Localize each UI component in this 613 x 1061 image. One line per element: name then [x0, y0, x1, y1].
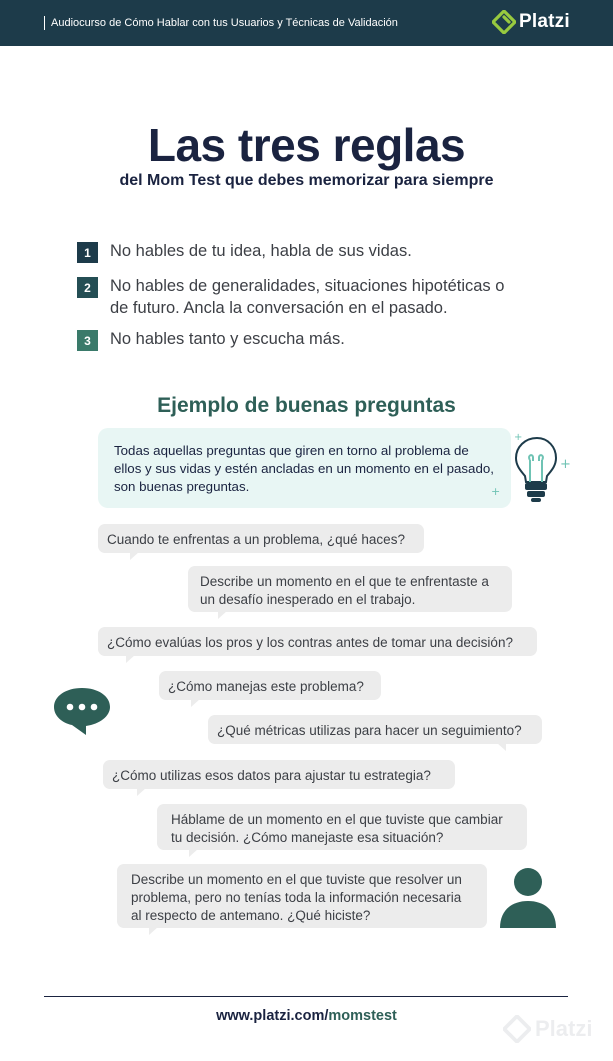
- rule-text: No hables de generalidades, situaciones hipotéticas o de futuro. Ancla la conversación en el pasado.: [110, 277, 505, 317]
- intro-box: Todas aquellas preguntas que giren en torno al problema de ellos y sus vidas y estén ancladas en un momento en el pasado, son buenas preguntas.: [98, 428, 511, 508]
- rule-number: 2: [77, 277, 98, 298]
- svg-text:+: +: [560, 457, 571, 472]
- question-bubble: ¿Cómo manejas este problema?: [159, 671, 381, 700]
- question-bubble: ¿Cómo evalúas los pros y los contras antes de tomar una decisión?: [98, 627, 537, 656]
- rule-item: [77, 275, 517, 319]
- page-subtitle: del Mom Test que debes memorizar para siempre: [119, 172, 494, 189]
- chat-bubble-icon: [52, 686, 112, 736]
- platzi-logo[interactable]: [492, 10, 570, 34]
- header-bar: [0, 0, 613, 46]
- rules-list: [77, 240, 517, 359]
- question-bubble: ¿Qué métricas utilizas para hacer un seguimiento?: [208, 715, 542, 744]
- platzi-watermark-icon: [503, 1015, 531, 1043]
- svg-text:+: +: [514, 432, 523, 443]
- question-bubble: Describe un momento en el que tuviste que resolver un problema, pero no tenías toda la información necesaria al respecto de antemano. ¿Qué hiciste?: [117, 864, 487, 928]
- url-accent: momstest: [328, 1008, 397, 1024]
- course-title: Audiocurso de Cómo Hablar con tus Usuarios y Técnicas de Validación: [44, 16, 398, 30]
- platzi-watermark: [503, 1015, 592, 1043]
- watermark-text: Platzi: [535, 1016, 593, 1041]
- rule-item: [77, 240, 517, 263]
- url-prefix: www.platzi.com/: [216, 1008, 329, 1024]
- rule-number: 1: [77, 242, 98, 263]
- footer-divider: [44, 996, 568, 997]
- user-icon: [498, 866, 558, 930]
- rule-text: No hables tanto y escucha más.: [110, 330, 345, 348]
- question-bubble: Describe un momento en el que te enfrentaste a un desafío inesperado en el trabajo.: [188, 566, 512, 612]
- rule-number: 3: [77, 330, 98, 351]
- platzi-logo-icon: [492, 10, 516, 34]
- svg-text:+: +: [491, 485, 501, 498]
- lightbulb-icon: [488, 426, 574, 506]
- rule-item: [77, 328, 517, 351]
- question-bubble: Cuando te enfrentas a un problema, ¿qué haces?: [98, 524, 424, 553]
- section-title: Ejemplo de buenas preguntas: [157, 394, 456, 417]
- page-title: Las tres reglas: [147, 119, 466, 171]
- rule-text: No hables de tu idea, habla de sus vidas.: [110, 242, 412, 260]
- question-bubble: ¿Cómo utilizas esos datos para ajustar tu estrategia?: [103, 760, 455, 789]
- question-bubble: Háblame de un momento en el que tuviste que cambiar tu decisión. ¿Cómo manejaste esa situación?: [157, 804, 527, 850]
- logo-text: Platzi: [519, 11, 570, 32]
